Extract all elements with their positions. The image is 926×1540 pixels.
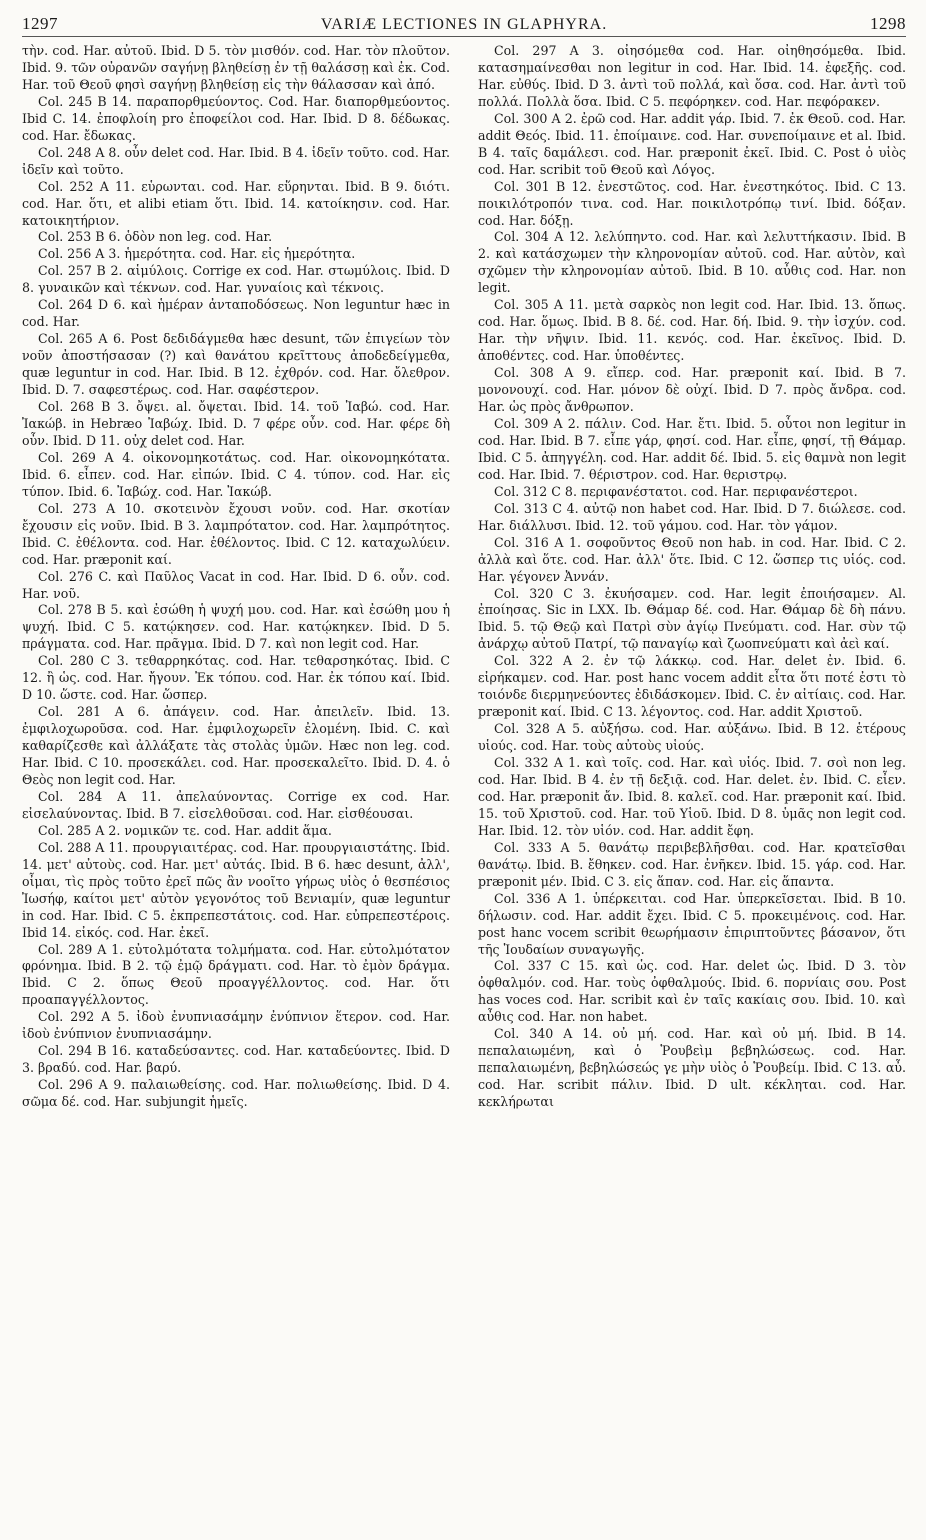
page-number-left: 1297 xyxy=(22,14,58,33)
left-column xyxy=(22,43,450,1111)
variant-entry: Col. 276 C. καὶ Παῦλος Vacat in cod. Har. Ibid. D 6. οὖν. cod. Har. νοῦ. xyxy=(22,568,450,601)
variant-entry: Col. 336 A 1. ὑπέρκειται. cod Har. ὑπερκεῖσεται. Ibid. B 10. δήλωσιν. cod. Har. addit ἔχει. Ibid. C 5. προκειμένοις. cod. Har. post hanc vocem scribit θεωρήμασιν ἐπιριπτοῦντες βάσανον, ὅτι τῆς Ἰουδαίων συναγωγῆς. xyxy=(478,890,906,957)
variant-entry: Col. 308 A 9. εἴπερ. cod. Har. præponit καί. Ibid. B 7. μονονουχί. cod. Har. μόνον δὲ οὐχί. Ibid. D 7. πρὸς ἄνδρα. cod. Har. ὡς πρὸς ἄνθρωπον. xyxy=(478,365,906,415)
variant-entry: Col. 265 A 6. Post δεδιδάγμεθα hæc desunt, τῶν ἐπιγείων τὸν νοῦν ἀποστήσασαν (?) καὶ θανάτου κρεῖττους ἀποδεδείγμεθα, quæ leguntur in cod. Har. Ibid. B 12. ἐχθρόν. cod. Har. ὄλεθρον. Ibid. D. 7. σαφεστέρως. cod. Har. σαφέστερον. xyxy=(22,331,450,398)
variant-entry: Col. 316 A 1. σοφοῦντος Θεοῦ non hab. in cod. Har. Ibid. C 2. ἀλλὰ καὶ ὅτε. cod. Har. ἀλλ' ὅτε. Ibid. C 12. ὥσπερ τις υἱός. cod. Har. γέγονεν Ἀννάν. xyxy=(478,534,906,584)
variant-entry: Col. 281 A 6. ἀπάγειν. cod. Har. ἀπειλεῖν. Ibid. 13. ἐμφιλοχωροῦσα. cod. Har. ἐμφιλοχωρεῖν ἐλομένη. Ibid. C. καὶ καθαρίζεσθε καὶ ἀλλάξατε τὰς στολὰς ὑμῶν. Hæc non leg. cod. Har. Ibid. C 10. προσεκάλει. cod. Har. προσεκαλεῖτο. Ibid. D. 4. ὁ Θεὸς non legit cod. Har. xyxy=(22,704,450,787)
variant-entry: Col. 252 A 11. εὑρωνται. cod. Har. εὕρηνται. Ibid. B 9. διότι. cod. Har. ὅτι, et alibi etiam ὅτι. Ibid. 14. κατοίκησιν. cod. Har. κατοικητήριον. xyxy=(22,178,450,228)
variant-entry: Col. 333 A 5. θανάτῳ περιβεβλῆσθαι. cod. Har. κρατεῖσθαι θανάτῳ. Ibid. B. ἔθηκεν. cod. Har. ἐνῆκεν. Ibid. 15. γάρ. cod. Har. præponit μέν. Ibid. C 3. εἰς ἅπαν. cod. Har. εἰς ἅπαντα. xyxy=(478,839,906,889)
variant-entry: Col. 294 B 16. καταδεύσαντες. cod. Har. καταδεύοντες. Ibid. D 3. βραδύ. cod. Har. βαρύ. xyxy=(22,1043,450,1076)
variant-entry: τὴν. cod. Har. αὐτοῦ. Ibid. D 5. τὸν μισθόν. cod. Har. τὸν πλοῦτον. Ibid. 9. τῶν οὐρανῶν σαγήνῃ βληθείσῃ ἐν τῇ θαλάσσῃ καὶ ἐκ. Cod. Har. τοῦ Θεοῦ φησὶ σαγήνῃ βληθείσῃ εἰς τὴν θάλασσαν καὶ ἀπό. xyxy=(22,43,450,92)
variant-entry: Col. 278 B 5. καὶ ἐσώθη ἡ ψυχή μου. cod. Har. καὶ ἐσώθη μου ἡ ψυχή. Ibid. C 5. κατῴκησεν. cod. Har. κατῴκηκεν. Ibid. D 5. πράγματα. cod. Har. πρᾶγμα. Ibid. D 7. καὶ non legit cod. Har. xyxy=(22,602,450,652)
variant-entry: Col. 332 A 1. καὶ τοῖς. cod. Har. καὶ υἱός. Ibid. 7. σοὶ non leg. cod. Har. Ibid. B 4. ἐν τῇ δεξιᾷ. cod. Har. delet. ἐν. Ibid. C. εἶεν. cod. Har. præponit ἄν. Ibid. 8. καλεῖ. cod. Har. præponit καί. Ibid. 15. τοῦ Χριστοῦ. cod. Har. τοῦ Υἱοῦ. Ibid. D 8. ὑμᾶς non legit cod. Har. Ibid. 12. τὸν υἱόν. cod. Har. addit ἔφη. xyxy=(478,755,906,838)
variant-entry: Col. 280 C 3. τεθαρρηκότας. cod. Har. τεθαρσηκότας. Ibid. C 12. ἢ ὡς. cod. Har. ἤγουν. Ἐκ τόπου. cod. Har. ἐκ τόπου καί. Ibid. D 10. ὥστε. cod. Har. ὥσπερ. xyxy=(22,653,450,703)
variant-entry: Col. 337 C 15. καὶ ὡς. cod. Har. delet ὡς. Ibid. D 3. τὸν ὀφθαλμόν. cod. Har. τοὺς ὀφθαλμούς. Ibid. 6. πορνίαις σου. Post has voces cod. Har. scribit καὶ ἐν ταῖς κακίαις σου. Ibid. 10. καὶ αὖθις cod. Har. non habet. xyxy=(478,958,906,1025)
variant-entry: Col. 257 B 2. αἱμύλοις. Corrige ex cod. Har. στωμύλοις. Ibid. D 8. γυναικῶν καὶ τέκνων. cod. Har. γυναίοις καὶ τέκνοις. xyxy=(22,263,450,296)
variant-entry: Col. 297 A 3. οἰησόμεθα cod. Har. οἰηθησόμεθα. Ibid. κατασημαίνεσθαι non legitur in cod. Har. Ibid. 14. ἐφεξῆς. cod. Har. εὐθύς. Ibid. D 3. ἀντὶ τοῦ πολλά, καὶ ὅσα. cod. Har. ἀντὶ τοῦ πολλά. Πολλὰ ὅσα. Ibid. C 5. πεφόρηκεν. cod. Har. πεφόρακεν. xyxy=(478,43,906,109)
variant-entry: Col. 340 A 14. οὐ μή. cod. Har. καὶ οὐ μή. Ibid. B 14. πεπαλαιωμένη, καὶ ὁ Ῥουβεὶμ βεβηλώσεως. cod. Har. πεπαλαιωμένη, βεβηλώσεώς γε μὴν υἱὸς ὁ Ῥουβείμ. Ibid. C 13. αὖ. cod. Har. scribit πάλιν. Ibid. D ult. κέκληται. cod. Har. κεκλήρωται xyxy=(478,1026,906,1110)
variant-entry: Col. 301 B 12. ἐνεστῶτος. cod. Har. ἐνεστηκότος. Ibid. C 13. ποικιλότροπόν τινα. cod. Har. ποικιλοτρόπῳ τινί. Ibid. δόξαν. cod. Har. δόξῃ. xyxy=(478,178,906,228)
running-header xyxy=(22,14,906,37)
variant-entry: Col. 264 D 6. καὶ ἡμέραν ἀνταποδόσεως. Non leguntur hæc in cod. Har. xyxy=(22,297,450,330)
variant-entry: Col. 328 A 5. αὐξήσω. cod. Har. αὐξάνω. Ibid. B 12. ἑτέρους υἱούς. cod. Har. τοὺς αὐτοὺς υἱούς. xyxy=(478,721,906,754)
variant-entry: Col. 300 A 2. ἐρῶ cod. Har. addit γάρ. Ibid. 7. ἐκ Θεοῦ. cod. Har. addit Θεός. Ibid. 11. ἐποίμαινε. cod. Har. συνεποίμαινε et al. Ibid. B 4. ταῖς δαμάλεσι. cod. Har. præponit ἐκεῖ. Ibid. C. Post ὁ υἱὸς cod. Har. scribit τοῦ Θεοῦ καὶ Λόγος. xyxy=(478,110,906,177)
text-columns xyxy=(22,43,906,1111)
variant-entry: Col. 245 B 14. παραπορθμεύοντος. Cod. Har. διαπορθμεύοντος. Ibid C. 14. ἐποφλοίη pro ἐποφείλοι cod. Har. Ibid. D 8. δέδωκας. cod. Har. ἔδωκας. xyxy=(22,93,450,143)
variant-entry: Col. 304 A 12. λελύπηντο. cod. Har. καὶ λελυττήκασιν. Ibid. B 2. καὶ κατάσχωμεν τὴν κληρονομίαν αὐτοῦ. cod. Har. αὐτὸν, καὶ σχῶμεν τὴν κληρονομίαν αὐτοῦ. Ibid. B 10. αὖθις cod. Har. non legit. xyxy=(478,229,906,296)
variant-entry: Col. 285 A 2. νομικῶν τε. cod. Har. addit ἅμα. xyxy=(38,822,332,838)
variant-entry: Col. 269 A 4. οἰκονομηκοτάτως. cod. Har. οἰκονομηκότατα. Ibid. 6. εἶπεν. cod. Har. εἰπών. Ibid. C 4. τύπον. cod. Har. εἰς τύπον. Ibid. 6. Ἰαβώχ. cod. Har. Ἰακώβ. xyxy=(22,449,450,499)
variant-entry: Col. 292 A 5. ἰδοὺ ἐνυπνιασάμην ἐνύπνιον ἕτερον. cod. Har. ἰδοὺ ἐνύπνιον ἐνυπνιασάμην. xyxy=(22,1009,450,1042)
variant-entry: Col. 312 C 8. περιφανέστατοι. cod. Har. περιφανέστεροι. xyxy=(494,483,858,499)
variant-entry: Col. 248 A 8. οὖν delet cod. Har. Ibid. B 4. ἰδεῖν τοῦτο. cod. Har. ἰδεῖν καὶ τοῦτο. xyxy=(22,144,450,177)
variant-entry: Col. 309 A 2. πάλιν. Cod. Har. ἔτι. Ibid. 5. οὗτοι non legitur in cod. Har. Ibid. B 7. εἶπε γάρ, φησί. cod. Har. εἶπε, φησί, τῇ Θάμαρ. Ibid. C 5. ἀπηγγέλη. cod. Har. addit δέ. Ibid. 5. εἰς θαμνὰ non legit cod. Har. Ibid. 7. θέριστρον. cod. Har. θεριστρῳ. xyxy=(478,415,906,482)
variant-entry: Col. 284 A 11. ἀπελαύνοντας. Corrige ex cod. Har. εἰσελαύνοντας. Ibid. B 7. εἰσελθοῦσαι. cod. Har. εἰσθέουσαι. xyxy=(22,788,450,821)
variant-entry: Col. 256 A 3. ἡμερότητα. cod. Har. εἰς ἡμερότητα. xyxy=(38,246,356,262)
variant-entry: Col. 320 C 3. ἐκυήσαμεν. cod. Har. legit ἐποιήσαμεν. Al. ἐποίησας. Sic in LXX. Ib. Θάμαρ δέ. cod. Har. Θάμαρ δὲ δὴ πάνυ. Ibid. 5. τῷ Θεῷ καὶ Πατρὶ σὺν ἁγίῳ Πνεύματι. cod. Har. σὺν τῷ ἀνάρχῳ αὐτοῦ Πατρί, τῷ παναγίῳ καὶ ζωοπνεύματι καὶ ἀεὶ καί. xyxy=(478,585,906,652)
running-title: VARIÆ LECTIONES IN GLAPHYRA. xyxy=(320,16,608,33)
right-column xyxy=(478,43,906,1111)
variant-entry: Col. 296 A 9. παλαιωθείσης. cod. Har. πολιωθείσης. Ibid. D 4. σῶμα δέ. cod. Har. subjungit ἡμεῖς. xyxy=(22,1077,450,1110)
variant-entry: Col. 253 B 6. ὁδὸν non leg. cod. Har. xyxy=(38,229,273,245)
variant-entry: Col. 288 A 11. προυργιαιτέρας. cod. Har. προυργιαιστάτης. Ibid. 14. μετ' αὐτοὺς. cod. Har. μετ' αὐτάς. Ibid. B 6. hæc desunt, ἀλλ', οἶμαι, τὶς πρὸς τοῦτο ἐρεῖ πῶς ἂν νοοῖτο γήρως υἱὸς ὁ θεσπέσιος Ἰωσήφ, καίτοι μετ' αὐτὸν γεγονότος τοῦ Βενιαμίν, quæ leguntur in cod. Har. Ibid. C 5. ἐκπρεπεστάτοις. cod. Har. εὐπρεπεστέροις. Ibid 14. εἰκός. cod. Har. ἐκεῖ. xyxy=(22,839,450,940)
variant-entry: Col. 273 A 10. σκοτεινὸν ἔχουσι νοῦν. cod. Har. σκοτίαν ἔχουσιν εἰς νοῦν. Ibid. B 3. λαμπρότατον. cod. Har. λαμπρότητος. Ibid. C. ἐθέλοντα. cod. Har. ἐθέλοντος. Ibid. C 12. καταχωλύειν. cod. Har. præponit καί. xyxy=(22,500,450,567)
variant-entry: Col. 305 A 11. μετὰ σαρκὸς non legit cod. Har. Ibid. 13. ὅπως. cod. Har. ὅμως. Ibid. B 8. δέ. cod. Har. δή. Ibid. 9. τὴν ἰσχύν. cod. Har. τὴν νῆψιν. Ibid. 11. κενός. cod. Har. ἐκεῖνος. Ibid. D. ἀποθέντες. cod. Har. ὑποθέντες. xyxy=(478,297,906,364)
variant-entry: Col. 322 A 2. ἐν τῷ λάκκῳ. cod. Har. delet ἐν. Ibid. 6. εἰρήκαμεν. cod. Har. post hanc vocem addit εἶτα ὅτι ποτέ ἐστι τὸ τοιόνδε διερμηνεύοντες ἐδιδάσκομεν. Ibid. C. ἐν αἰτίαις. cod. Har. præponit καί. Ibid. C 13. λέγοντος. cod. Har. addit Χριστοῦ. xyxy=(478,653,906,720)
page-number-right: 1298 xyxy=(870,14,906,33)
variant-entry: Col. 289 A 1. εὐτολμότατα τολμήματα. cod. Har. εὐτολμότατον φρόνημα. Ibid. B 2. τῷ ἐμῷ δράγματι. cod. Har. τὸ ἐμὸν δράγμα. Ibid. C 2. ὅπως Θεοῦ προαγγέλλοντος. cod. Har. ὅτι προαπαγγέλλοντος. xyxy=(22,941,450,1008)
variant-entry: Col. 313 C 4. αὐτῷ non habet cod. Har. Ibid. D 7. διώλεσε. cod. Har. διάλλυσι. Ibid. 12. τοῦ γάμου. cod. Har. τὸν γάμον. xyxy=(478,500,906,533)
variant-entry: Col. 268 B 3. ὄψει. al. ὄψεται. Ibid. 14. τοῦ Ἰαβώ. cod. Har. Ἰακώβ. in Hebræo Ἰαβώχ. Ibid. D. 7 φέρε οὖν. cod. Har. φέρε δὴ οὖν. Ibid. D 11. οὐχ delet cod. Har. xyxy=(22,399,450,448)
